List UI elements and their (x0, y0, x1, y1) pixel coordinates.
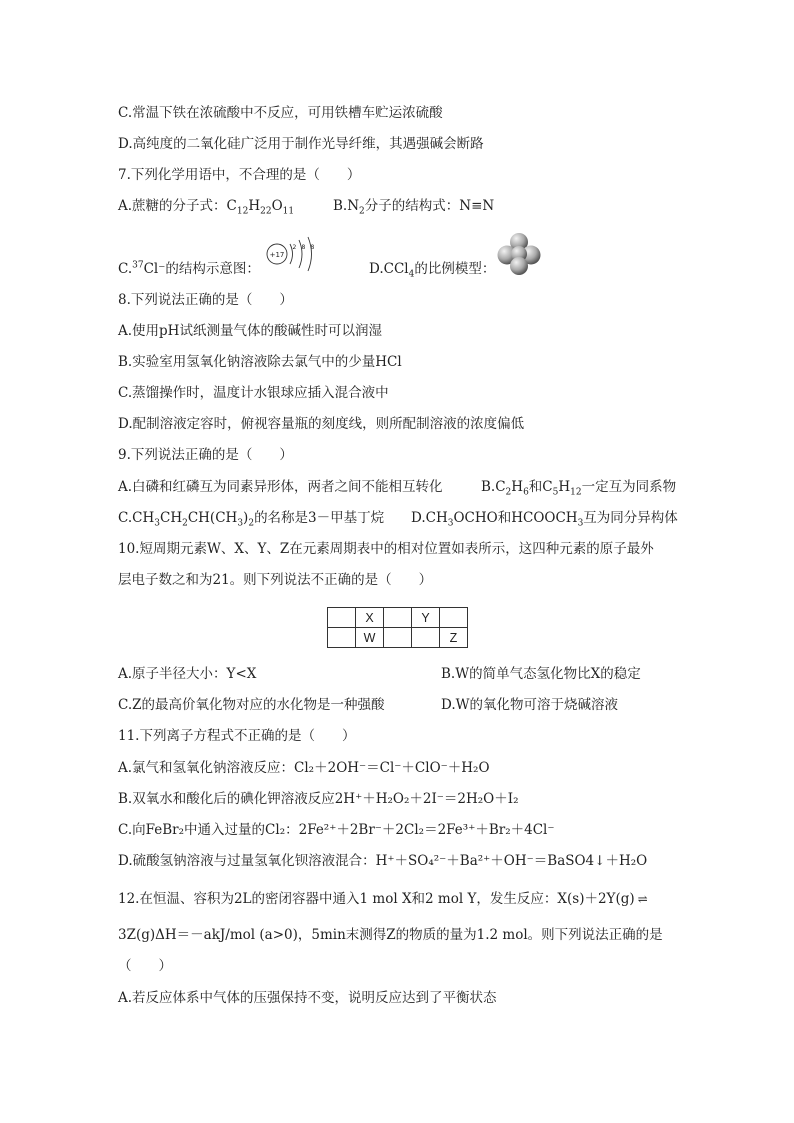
option-8c: C.蒸馏操作时，温度计水银球应插入混合液中 (118, 385, 389, 401)
option-7b: $B.N_2$分子的结构式：N≡N (333, 198, 495, 217)
table-row (328, 608, 468, 628)
table-cell: W (356, 628, 384, 648)
option-9c: $C.CH_3CH_2CH(CH_3)_2$的名称是3－甲基丁烷 (118, 510, 385, 529)
option-11c: C.向FeBr₂中通入过量的Cl₂：2Fe²⁺＋2Br⁻＋2Cl₂＝2Fe³⁺＋Br₂＋4Cl⁻ (118, 822, 555, 838)
table-cell (384, 628, 412, 648)
question-7: 7.下列化学用语中，不合理的是（ ） (118, 167, 361, 183)
option-10b: B.W的简单气态氢化物比X的稳定 (441, 666, 641, 682)
table-cell: Z (440, 628, 468, 648)
option-8b: B.实验室用氢氧化钠溶液除去氯气中的少量HCl (118, 354, 402, 370)
ccl4-space-filling-model (497, 233, 541, 275)
table-cell (412, 628, 440, 648)
question-12-line-3: （ ） (118, 958, 172, 974)
question-12-line-1: 12.在恒温、容积为2L的密闭容器中通入1 mol X和2 mol Y，发生反应：X(s)＋2Y(g) ⇌ (118, 891, 648, 907)
option-11b: B.双氧水和酸化后的碘化钾溶液反应2H⁺＋H₂O₂＋2I⁻＝2H₂O＋I₂ (118, 791, 519, 807)
question-9: 9.下列说法正确的是（ ） (118, 447, 293, 463)
question-11: 11.下列离子方程式不正确的是（ ） (118, 728, 356, 744)
question-8: 8.下列说法正确的是（ ） (118, 292, 293, 308)
equilibrium-arrow-icon: ⇌ (637, 892, 648, 906)
shell-1-label: 2 (292, 244, 297, 251)
option-11a: A.氯气和氢氧化钠溶液反应：Cl₂＋2OH⁻＝Cl⁻＋ClO⁻＋H₂O (118, 760, 490, 776)
table-cell (328, 628, 356, 648)
table-cell: Y (412, 608, 440, 628)
option-8d: D.配制溶液定容时，俯视容量瓶的刻度线，则所配制溶液的浓度偏低 (118, 416, 525, 432)
question-10-line-2: 层电子数之和为21。则下列说法不正确的是（ ） (118, 572, 433, 588)
question-12-line-2: 3Z(g)ΔH＝－akJ/mol (a>0)，5min末测得Z的物质的量为1.2 mol。则下列说法正确的是 (118, 927, 663, 943)
question-10-line-1: 10.短周期元素W、X、Y、Z在元素周期表中的相对位置如表所示，这四种元素的原子最外 (118, 541, 654, 557)
option-10c: C.Z的最高价氧化物对应的水化物是一种强酸 (118, 697, 385, 713)
option-9d: $D.CH_3OCHO$和$HCOOCH_3$互为同分异构体 (411, 510, 678, 529)
shell-3-label: 8 (310, 244, 315, 251)
option-10d: D.W的氧化物可溶于烧碱溶液 (441, 697, 619, 713)
shell-2-label: 8 (301, 244, 306, 251)
option-11d: D.硫酸氢钠溶液与过量氢氧化钡溶液混合：H⁺＋SO₄²⁻＋Ba²⁺＋OH⁻＝BaSO4↓＋H₂O (118, 853, 648, 869)
table-cell: X (356, 608, 384, 628)
option-7c: C.$^{37}$Cl⁻的结构示意图： (118, 260, 260, 277)
option-7d: D.CCl$_4$的比例模型： (369, 261, 496, 280)
table-cell (384, 608, 412, 628)
table-row (328, 628, 468, 648)
option-8a: A.使用pH试纸测量气体的酸碱性时可以润湿 (118, 323, 382, 339)
periodic-table-fragment (327, 607, 468, 648)
chlorine-ion-structure-diagram (266, 234, 326, 274)
table-cell (440, 608, 468, 628)
atom-nucleus-label: +17 (269, 251, 285, 259)
table-cell (328, 608, 356, 628)
option-6d: D.高纯度的二氧化硅广泛用于制作光导纤维，其遇强碱会断路 (118, 136, 484, 152)
option-9b: $B.C_2H_6$和$C_5H_{12}$一定互为同系物 (481, 479, 677, 498)
option-9a: A.白磷和红磷互为同素异形体，两者之间不能相互转化 (118, 479, 443, 495)
option-6c: C.常温下铁在浓硫酸中不反应，可用铁槽车贮运浓硫酸 (118, 105, 443, 121)
option-12a: A.若反应体系中气体的压强保持不变，说明反应达到了平衡状态 (118, 990, 497, 1006)
option-7a: A.蔗糖的分子式：$C_{12}H_{22}O_{11}$ (118, 198, 295, 217)
option-10a: A.原子半径大小：Y<X (118, 666, 257, 682)
